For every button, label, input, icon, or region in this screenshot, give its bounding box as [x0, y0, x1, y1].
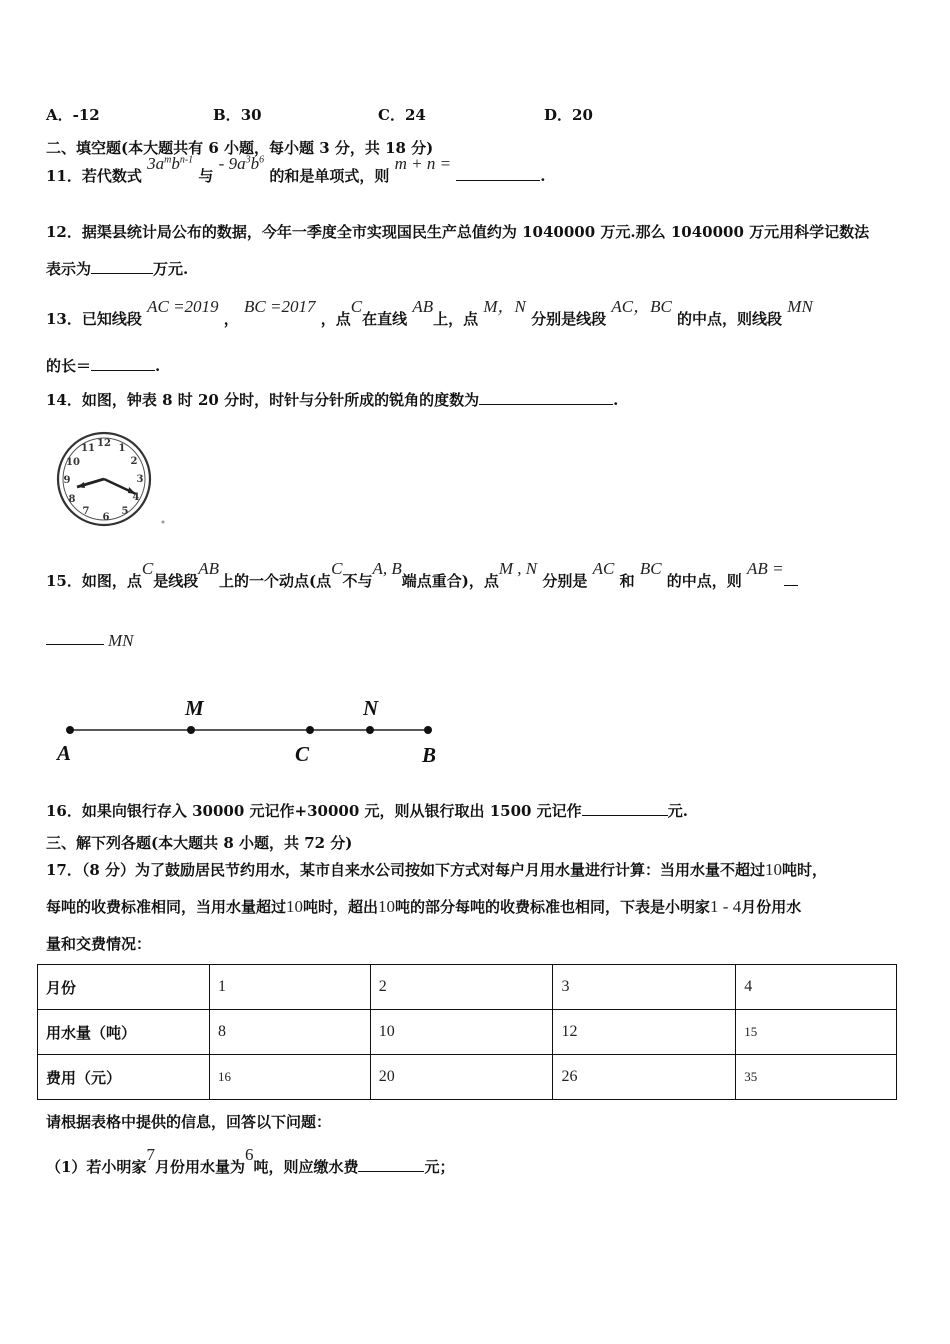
label-b: B [422, 743, 437, 767]
question-15: 15．如图，点C是线段AB上的一个动点(点C不与A, B端点重合)，点M , N 分别是 AC 和 BC 的中点，则 AB = [46, 570, 798, 591]
point-a [66, 726, 74, 734]
question-12-line-2: 表示为 万元. [46, 260, 189, 278]
table-cell: 35 [736, 1055, 897, 1100]
table-cell: 15 [736, 1010, 897, 1055]
table-cell: 2 [370, 965, 553, 1010]
option-d: D．20 [544, 106, 593, 124]
question-16: 16．如果向银行存入 30000 元记作+30000 元，则从银行取出 1500 元记作 元. [46, 802, 688, 820]
water-fee-table [37, 964, 897, 1100]
section-3-heading: 三、解下列各题(本大题共 8 小题，共 72 分) [46, 834, 353, 852]
clock-number-3: 3 [136, 474, 144, 485]
table-cell: 1 [210, 965, 371, 1010]
clock-number-9: 9 [63, 475, 71, 486]
table-cell: 20 [370, 1055, 553, 1100]
answer-blank-11 [456, 166, 540, 181]
clock-number-12: 12 [97, 438, 111, 449]
point-n [366, 726, 374, 734]
clock-number-11: 11 [81, 443, 95, 454]
section-2-heading: 二、填空题(本大题共有 6 小题，每小题 3 分，共 18 分) [46, 139, 434, 157]
table-cell: 3 [553, 965, 736, 1010]
clock-number-1: 1 [118, 443, 126, 454]
question-14: 14．如图，钟表 8 时 20 分时，时针与分针所成的锐角的度数为 . [46, 391, 619, 409]
row-header: 用水量（吨） [38, 1010, 210, 1055]
label-c: C [295, 742, 310, 766]
segment-figure [48, 690, 468, 770]
point-c [306, 726, 314, 734]
option-a: A．-12 [46, 106, 100, 124]
clock-number-5: 5 [121, 506, 129, 517]
clock-number-2: 2 [130, 456, 138, 467]
point-m [187, 726, 195, 734]
clock-figure [52, 430, 172, 530]
row-header: 费用（元） [38, 1055, 210, 1100]
label-a: A [57, 741, 72, 765]
question-17-line-2: 每吨的收费标准相同，当用水量超过10吨时，超出10吨的部分每吨的收费标准也相同，下表是小明家1 - 4月份用水 [46, 897, 802, 916]
mn-label: MN [108, 631, 134, 650]
question-17-line-3: 量和交费情况： [46, 935, 152, 953]
answer-blank-14 [479, 390, 613, 405]
answer-blank-15b [46, 644, 104, 645]
table-cell: 10 [370, 1010, 553, 1055]
question-17-sub-1: （1）若小明家7月份用水量为6吨，则应缴水费 元； [46, 1145, 455, 1176]
answer-blank-12 [91, 259, 153, 274]
table-cell: 8 [210, 1010, 371, 1055]
label-m: M [185, 696, 204, 720]
table-row [38, 965, 897, 1010]
option-b: B．30 [213, 106, 262, 124]
table-cell: 12 [553, 1010, 736, 1055]
answer-blank-15a [784, 571, 798, 586]
label-n: N [363, 696, 379, 720]
option-c: C．24 [378, 106, 426, 124]
clock-number-4: 4 [132, 492, 140, 503]
expr-2: - $9a^3b^6$ [218, 154, 265, 173]
clock-number-8: 8 [68, 494, 76, 505]
table-row [38, 1055, 897, 1100]
table-cell: 4 [736, 965, 897, 1010]
point-b [424, 726, 432, 734]
table-cell: 26 [553, 1055, 736, 1100]
clock-number-6: 6 [102, 512, 110, 523]
clock-number-10: 10 [66, 457, 80, 468]
question-13: 13．已知线段 AC =2019 ， BC =2017 ，点C在直线 AB上，点 M，N 分别是线段 AC，BC 的中点，则线段 MN [46, 297, 813, 328]
question-13-line-2: 的长＝ . [46, 357, 161, 375]
table-row [38, 1010, 897, 1055]
question-17-line-1: 17．（8 分）为了鼓励居民节约用水，某市自来水公司按如下方式对每户月用水量进行计算：当用水量不超过10吨时， [46, 860, 828, 879]
question-17-prompt: 请根据表格中提供的信息，回答以下问题： [46, 1113, 332, 1131]
hour-hand-tip [77, 482, 85, 488]
answer-blank-16 [582, 801, 668, 816]
table-cell: 16 [210, 1055, 371, 1100]
answer-blank-17-1 [358, 1157, 424, 1172]
row-header: 月份 [38, 965, 210, 1010]
answer-blank-13 [91, 356, 155, 371]
question-12-line-1: 12．据渠县统计局公布的数据，今年一季度全市实现国民生产总值约为 1040000 万元.那么 1040000 万元用科学记数法 [46, 223, 870, 241]
question-11: 11．若代数式 $3a^mb^{n-1}$ 与 - $9a^3b^6$ 的和是单项式，则 m + n = . [46, 154, 546, 185]
expr-1: $3a^mb^{n-1}$ [147, 154, 194, 173]
clock-speck [162, 521, 165, 524]
clock-number-7: 7 [82, 506, 90, 517]
